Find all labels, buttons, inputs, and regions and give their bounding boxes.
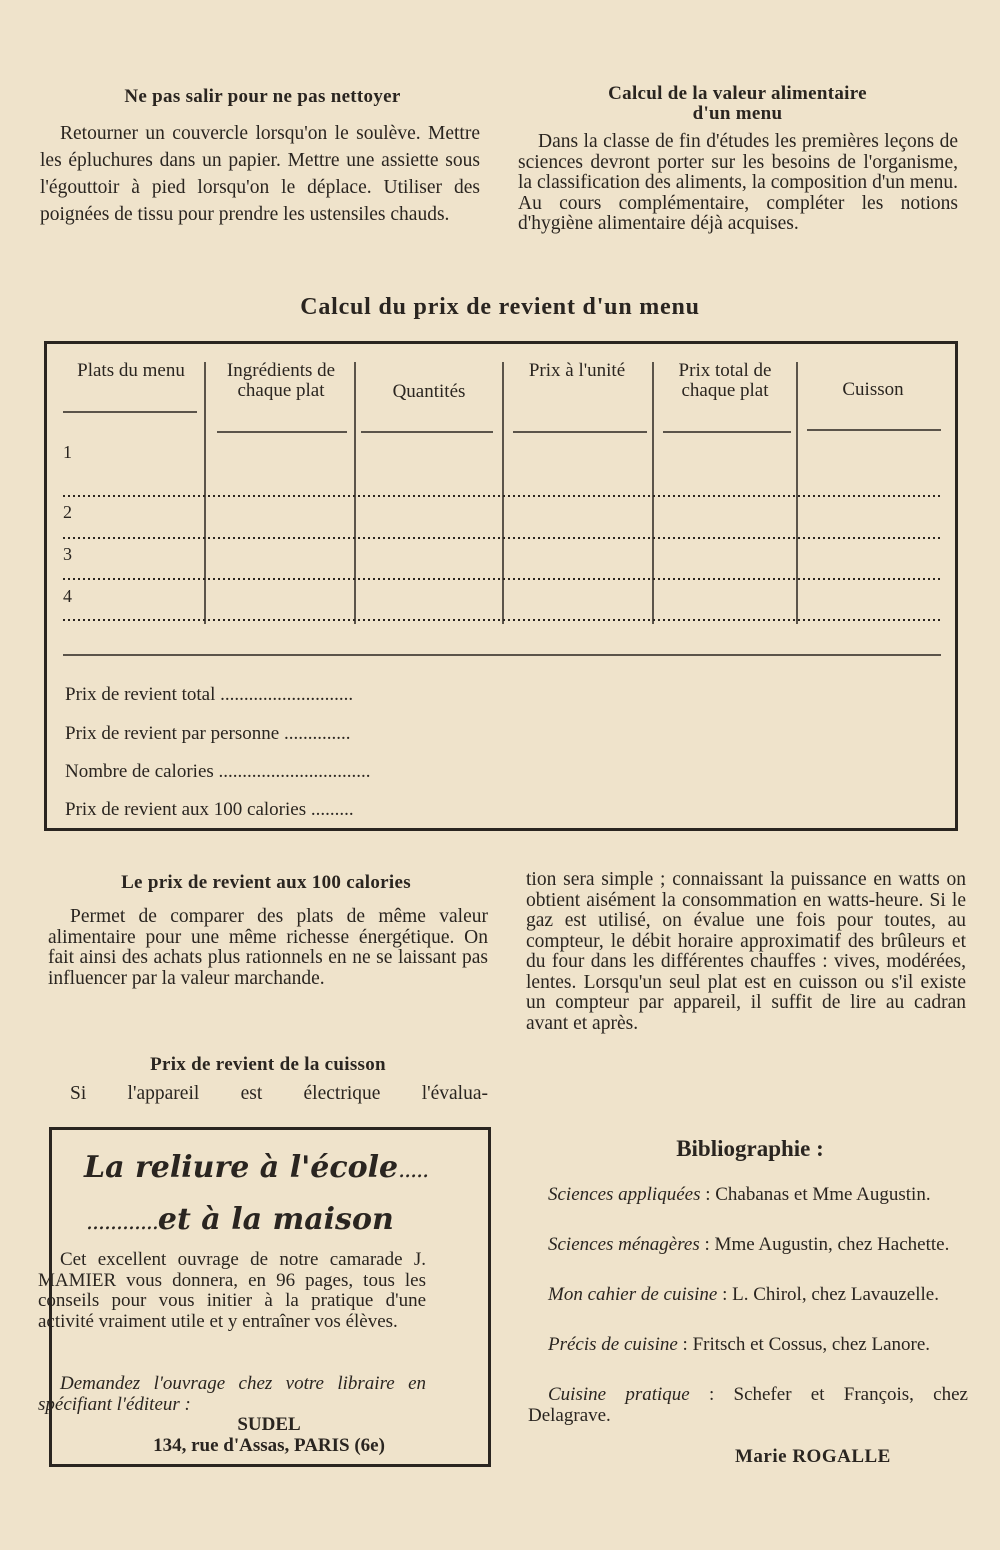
- paragraph-cooking-cost-start: Si l'appareil est électrique l'évalua-: [70, 1083, 488, 1104]
- row-number-3: 3: [63, 544, 72, 564]
- ad-description: Cet excellent ouvrage de notre camarade J. MAMIER vous donnera, en 96 pages, tous les conseils pour vous initier à la pratique d'une activité vraiment utile et y entraîner vos élèves.: [38, 1249, 426, 1332]
- bibliography-item-title: Sciences ménagères: [548, 1234, 700, 1255]
- ad-publisher: SUDEL: [237, 1414, 301, 1435]
- cost-line-per-100-calories: Prix de revient aux 100 calories .........: [65, 799, 354, 820]
- row-number-2: 2: [63, 502, 72, 522]
- row-number-4: 4: [63, 586, 72, 606]
- ad-title-line-1: [84, 1150, 428, 1185]
- ad-title-line-2: [86, 1202, 394, 1237]
- menu-cost-table: [44, 341, 958, 831]
- bibliography-item-rest: : Fritsch et Cossus, chez Lanore.: [677, 1334, 931, 1355]
- cost-line-per-person: Prix de revient par personne ..............: [65, 723, 351, 744]
- paragraph-cooking-cost-continued: tion sera simple ; connaissant la puissance en watts on obtient aisément la consommation en watts-heure. Si le gaz est utilisé, on évalue une fois pour toutes, au compteur, le débit horaire approximatif des brûleurs et du four dans les différentes chauffes : vives, modérées, lentes. Lorsqu'un seul plat est en cuisson ou s'il existe un compteur par appareil, il suffit de lire au cadran avant et après.: [526, 869, 966, 1034]
- ad-title-text-1: La reliure à l'école: [84, 1150, 399, 1185]
- ad-title-text-2: et à la maison: [157, 1202, 394, 1237]
- heading-line-2: d'un menu: [692, 103, 783, 124]
- paragraph-100-calories: Permet de comparer des plats de même valeur alimentaire pour une même richesse énergétique. On fait ainsi des achats plus rationnels en ne se laissant pas influencer par la valeur marchande.: [48, 906, 488, 989]
- paragraph-food-value: Dans la classe de fin d'études les premières leçons de sciences devront porter sur les besoins de l'organisme, la classification des aliments, la composition d'un menu. Au cours complémentaire, compléter les notions d'hygiène alimentaire déjà acquises.: [518, 131, 958, 234]
- ad-title-dots-2: ............: [86, 1210, 158, 1235]
- bibliography-item: [528, 1285, 968, 1306]
- section-heading-food-value: [515, 84, 960, 124]
- ad-order-instruction: Demandez l'ouvrage chez votre libraire en spécifiant l'éditeur :: [38, 1373, 426, 1415]
- bibliography-item: [528, 1235, 968, 1256]
- cost-line-calories: Nombre de calories ................................: [65, 761, 371, 782]
- row-number-1: 1: [63, 442, 72, 462]
- bibliography-item-rest: : Mme Augustin, chez Hachette.: [699, 1234, 950, 1255]
- ad-publisher-address: 134, rue d'Assas, PARIS (6e): [153, 1435, 385, 1456]
- heading-line-1: Calcul de la valeur alimentaire: [608, 83, 867, 104]
- table-title: Calcul du prix de revient d'un menu: [300, 294, 700, 320]
- cost-line-total: Prix de revient total ............................: [65, 684, 354, 705]
- column-header-cooking: Cuisson: [842, 379, 904, 400]
- column-header-total-price: Prix total de chaque plat: [678, 360, 772, 401]
- bibliography-item-title: Mon cahier de cuisine: [548, 1284, 718, 1305]
- column-header-unit-price: Prix à l'unité: [528, 360, 626, 381]
- author-signature: Marie ROGALLE: [735, 1446, 891, 1467]
- bibliography-item: [528, 1185, 968, 1206]
- ad-title-dots-1: .....: [398, 1158, 429, 1183]
- bibliography-item-title: Cuisine pratique: [548, 1384, 690, 1405]
- section-heading-cooking-cost: Prix de revient de la cuisson: [150, 1054, 386, 1075]
- bibliography-item-title: Précis de cuisine: [548, 1334, 678, 1355]
- section-heading-100-calories: Le prix de revient aux 100 calories: [121, 872, 411, 893]
- bibliography-item-rest: : Schefer et François, chez Delagrave.: [528, 1384, 968, 1426]
- bibliography-item: [528, 1385, 968, 1426]
- paragraph-no-dirt: Retourner un couvercle lorsqu'on le soulève. Mettre les épluchures dans un papier. Mettre une assiette sous l'égouttoir à pied lorsqu'on le déplace. Utiliser des poignées de tissu pour prendre les ustensiles chauds.: [40, 123, 480, 225]
- column-header-dishes: Plats du menu: [77, 360, 185, 381]
- column-header-ingredients: Ingrédients de chaque plat: [226, 360, 336, 401]
- column-header-quantities: Quantités: [392, 381, 466, 402]
- bibliography-item: [528, 1335, 968, 1356]
- section-heading-no-dirt: Ne pas salir pour ne pas nettoyer: [124, 86, 401, 107]
- bibliography-item-rest: : Chabanas et Mme Augustin.: [700, 1184, 931, 1205]
- table-grid: [47, 344, 955, 828]
- bibliography-title: Bibliographie :: [676, 1136, 824, 1161]
- bibliography-item-rest: : L. Chirol, chez Lavauzelle.: [717, 1284, 939, 1305]
- bibliography-item-title: Sciences appliquées: [548, 1184, 701, 1205]
